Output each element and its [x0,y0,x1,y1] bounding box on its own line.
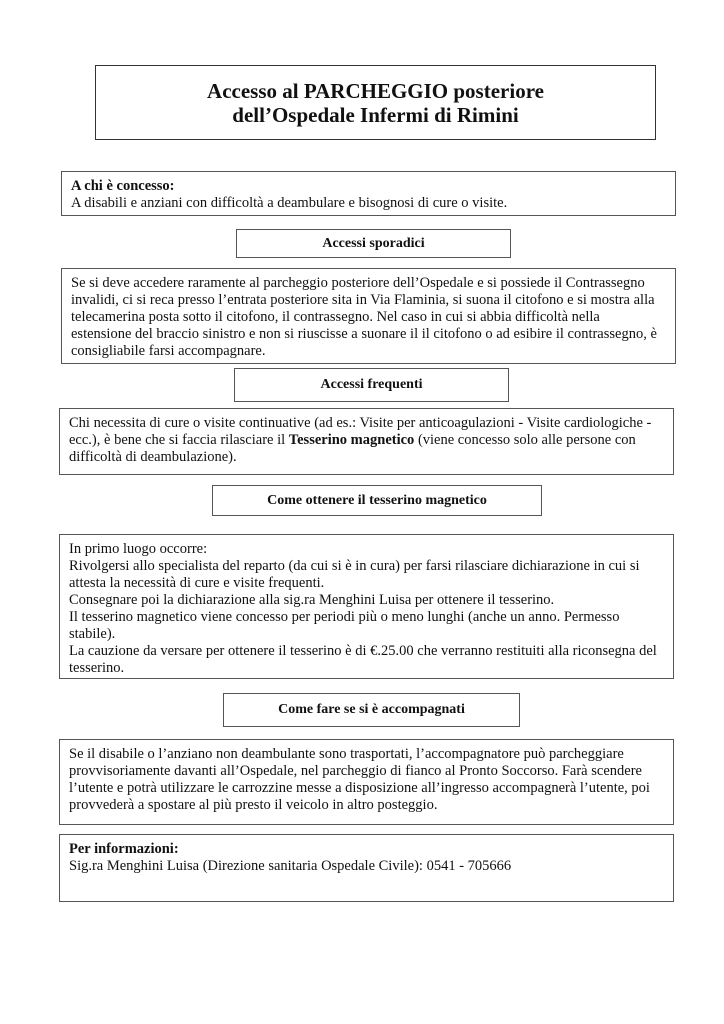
page-title-line-2: dell’Ospedale Infermi di Rimini [232,102,519,127]
sporadic-line: consigliabile farsi accompagnare. [71,343,266,359]
accompanied-line: Se il disabile o l’anziano non deambulante sono trasportati, l’accompagnatore può parcheggiare [69,746,624,762]
frequent-line-text: ecc.), è bene che si faccia rilasciare il [69,432,289,448]
eligibility-text: A disabili e anziani con difficoltà a deambulare e bisognosi di cure o visite. [71,195,508,211]
section-heading-sporadic-label: Accessi sporadici [322,235,425,251]
accompanied-line: provvederà a spostare al più presto il veicolo in altro posteggio. [69,797,438,813]
frequent-line [69,432,664,449]
frequent-line: Chi necessita di cure o visite continuative (ad es.: Visite per anticoagulazioni - Visite cardiologiche - [69,415,652,431]
accompanied-box [59,739,674,825]
card-line: In primo luogo occorre: [69,541,208,557]
section-heading-frequent-label: Accessi frequenti [320,377,423,392]
accompanied-line: provvisoriamente davanti all’Ospedale, nel parcheggio di fianco al Pronto Soccorso. Farà scendere [69,763,642,779]
section-heading-frequent [234,368,509,402]
frequent-access-box [59,408,674,475]
card-line: Rivolgersi allo specialista del reparto (da cui si è in cura) per farsi rilasciare dichiarazione in cui si [69,558,640,574]
magnetic-card-term: Tesserino magnetico [288,432,415,448]
frequent-line-text: (viene concesso solo alle persone con [414,432,636,448]
sporadic-line: Se si deve accedere raramente al parcheggio posteriore dell’Ospedale e si possiede il Contrassegno [71,275,645,291]
sporadic-line: invalidi, ci si reca presso l’entrata posteriore sita in Via Flaminia, si suona il citofono e si mostra alla [71,292,655,308]
page-title-line-1: Accesso al PARCHEGGIO posteriore [207,78,544,103]
sporadic-access-box [61,268,676,364]
section-heading-card-label: Come ottenere il tesserino magnetico [267,492,487,508]
card-line: Il tesserino magnetico viene concesso per periodi più o meno lunghi (anche un anno. Permesso [69,609,620,625]
contact-heading: Per informazioni: [69,841,179,857]
card-line: Consegnare poi la dichiarazione alla sig.ra Menghini Luisa per ottenere il tesserino. [69,592,555,608]
card-line: La cauzione da versare per ottenere il tesserino è di €.25.00 che verranno restituiti alla riconsegna del [69,643,657,659]
title-box [95,65,656,140]
card-instructions-box [59,534,674,679]
section-heading-accompanied-label: Come fare se si è accompagnati [278,702,465,717]
contact-text: Sig.ra Menghini Luisa (Direzione sanitaria Ospedale Civile): 0541 - 705666 [69,858,512,874]
sporadic-line: estensione del braccio sinistro e non si riuscisse a suonare il il citofono o ad esibire il contrassegno, è [71,326,657,342]
section-heading-sporadic [236,229,511,258]
card-line: stabile). [69,626,116,642]
accompanied-line: l’utente e potrà utilizzare le carrozzine messe a disposizione all’ingresso accompagnerà l’utente, poi [69,780,650,796]
eligibility-box [61,171,676,216]
section-heading-card [212,485,542,516]
card-line: attesta la necessità di cure e visite frequenti. [69,575,325,591]
card-line: tesserino. [69,660,125,676]
frequent-line: difficoltà di deambulazione). [69,449,237,465]
sporadic-line: telecamerina posta sotto il citofono, il contrassegno. Nel caso in cui si abbia difficoltà nella [71,309,600,325]
eligibility-heading: A chi è concesso: [71,178,175,194]
section-heading-accompanied [223,693,520,727]
contact-box [59,834,674,902]
